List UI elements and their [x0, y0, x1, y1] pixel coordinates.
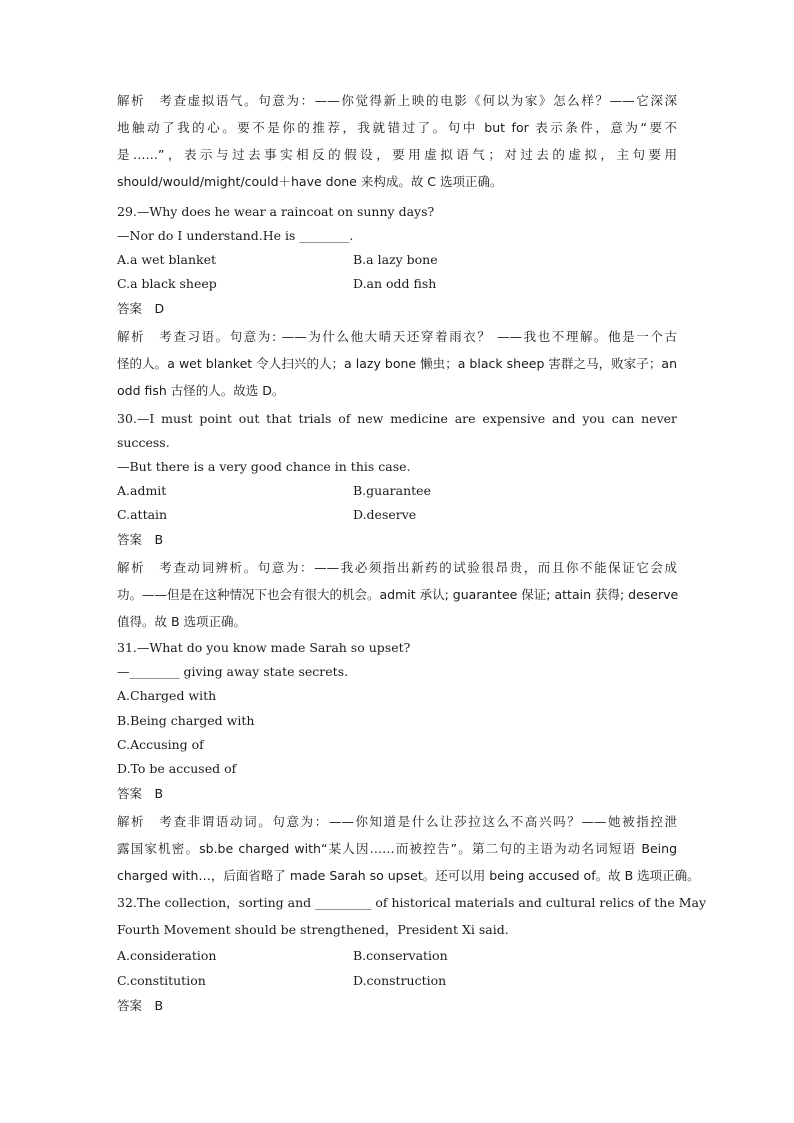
answer-29: 答案 D: [117, 301, 165, 316]
explanation-30-line-2: 功。——但是在这种情况下也会有很大的机会。admit 承认; guarantee 保证; attain 获得; deserve: [117, 587, 679, 602]
question-32-option-c: C.constitution: [117, 973, 206, 988]
question-30-stem-line-1: 30.—I must point out that trials of new medicine are expensive and you can never: [117, 411, 677, 426]
explanation-29-line-2: 怪的人。a wet blanket 令人扫兴的人；a lazy bone 懒虫；a black sheep 害群之马，败家子；an: [117, 356, 677, 371]
question-30-reply: —But there is a very good chance in this case.: [117, 459, 411, 474]
question-29-option-b: B.a lazy bone: [353, 252, 438, 267]
question-29-option-c: C.a black sheep: [117, 276, 217, 291]
question-29-stem: 29.—Why does he wear a raincoat on sunny days?: [117, 204, 435, 219]
explanation-30-line-1: 解析 考查动词辨析。句意为：——我必须指出新药的试验很昂贵，而且你不能保证它会成: [117, 560, 677, 575]
explanation-31-line-3: charged with…，后面省略了 made Sarah so upset。还可以用 being accused of。故 B 选项正确。: [117, 868, 700, 883]
question-31-option-c: C.Accusing of: [117, 737, 204, 752]
explanation-28-line-2: 地触动了我的心。要不是你的推荐，我就错过了。句中 but for 表示条件，意为“要不: [117, 120, 677, 135]
question-32-option-a: A.consideration: [117, 948, 217, 963]
answer-30: 答案 B: [117, 532, 164, 547]
question-29-reply: —Nor do I understand.He is ________.: [117, 228, 354, 243]
explanation-29-line-1: 解析 考查习语。句意为: ——为什么他大晴天还穿着雨衣？ ——我也不理解。他是一个古: [117, 329, 677, 344]
question-31-option-b: B.Being charged with: [117, 713, 255, 728]
question-32-stem-line-1: 32.The collection，sorting and _________ of historical materials and cultural relics of the May: [117, 895, 707, 910]
question-29-option-d: D.an odd fish: [353, 276, 437, 291]
explanation-31-line-2: 露国家机密。sb.be charged with“某人因……而被控告”。第二句的主语为动名词短语 Being: [117, 841, 677, 856]
question-31-option-d: D.To be accused of: [117, 761, 237, 776]
question-30-stem-line-2: success.: [117, 435, 170, 450]
answer-31: 答案 B: [117, 786, 164, 801]
question-32-stem-line-2: Fourth Movement should be strengthened，President Xi said.: [117, 922, 509, 937]
explanation-28-line-1: 解析 考查虚拟语气。句意为：——你觉得新上映的电影《何以为家》怎么样？——它深深: [117, 93, 677, 108]
answer-32: 答案 B: [117, 998, 164, 1013]
question-32-option-b: B.conservation: [353, 948, 448, 963]
explanation-30-line-3: 值得。故 B 选项正确。: [117, 614, 247, 629]
explanation-28-line-3: 是……”，表示与过去事实相反的假设，要用虚拟语气；对过去的虚拟，主句要用: [117, 147, 677, 162]
question-30-option-a: A.admit: [117, 483, 167, 498]
question-30-option-d: D.deserve: [353, 507, 417, 522]
question-31-option-a: A.Charged with: [117, 688, 217, 703]
question-32-option-d: D.construction: [353, 973, 447, 988]
explanation-28-line-4: should/would/might/could＋have done 来构成。故 C 选项正确。: [117, 174, 503, 189]
question-30-option-c: C.attain: [117, 507, 168, 522]
question-29-option-a: A.a wet blanket: [117, 252, 217, 267]
question-31-stem: 31.—What do you know made Sarah so upset?: [117, 640, 411, 655]
explanation-31-line-1: 解析 考查非谓语动词。句意为：——你知道是什么让莎拉这么不高兴吗？——她被指控泄: [117, 814, 677, 829]
explanation-29-line-3: odd fish 古怪的人。故选 D。: [117, 383, 285, 398]
question-31-reply: —________ giving away state secrets.: [117, 664, 349, 679]
question-30-option-b: B.guarantee: [353, 483, 431, 498]
